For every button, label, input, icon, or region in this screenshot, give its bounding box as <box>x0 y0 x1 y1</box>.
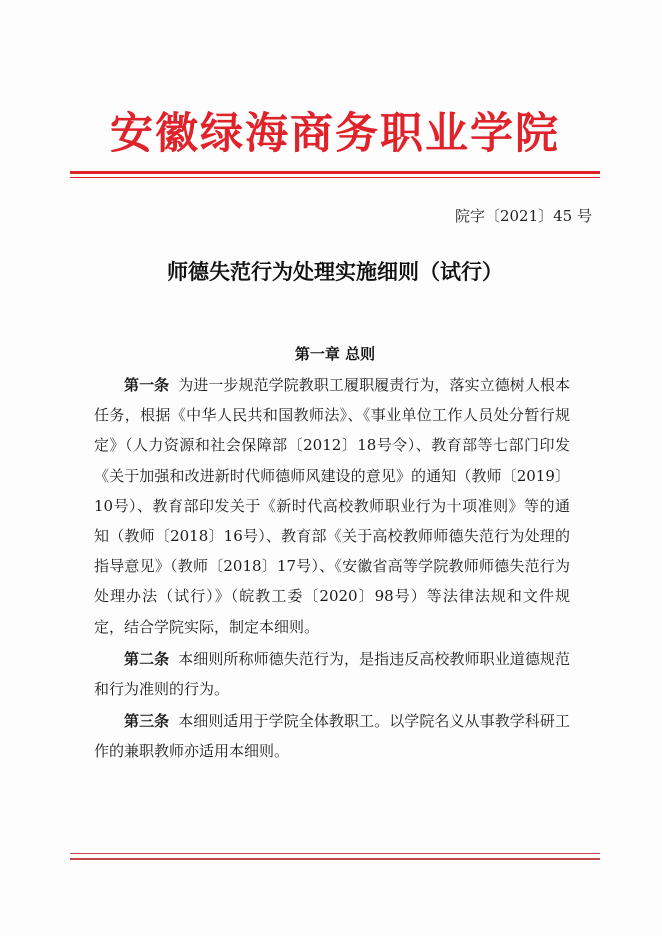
article-text: 本细则所称师德失范行为，是指违反高校教师职业道德规范和行为准则的行为。 <box>94 649 570 699</box>
article-label: 第一条 <box>124 376 170 394</box>
document-body <box>94 370 570 767</box>
footer-rule-thin <box>70 853 600 854</box>
chapter-title: 第一章 总则 <box>294 345 376 363</box>
article-2 <box>94 644 570 704</box>
article-text: 为进一步规范学院教职工履职履责行为，落实立德树人根本任务，根据《中华人民共和国教师法》、《事业单位工作人员处分暂行规定》（人力资源和社会保障部〔2012〕18号令）、教育部等七部门印发《关于加强和改进新时代师德师风建设的意见》的通知（教师〔2019〕10号）、教育部印发关于《新时代高校教师职业行为十项准则》等的通知（教师〔2018〕16号）、教育部《关于高校教师师德失范行为处理的指导意见》（教师〔2018〕17号）、《安徽省高等学院教师师德失范行为处理办法（试行）》（皖教工委〔2020〕98号）等法律法规和文件规定，结合学院实际，制定本细则。 <box>94 376 570 636</box>
article-1 <box>94 370 570 642</box>
institution-header: 安徽绿海商务职业学院 <box>110 109 560 159</box>
footer-rule-thick <box>70 858 600 860</box>
article-label: 第三条 <box>124 712 170 731</box>
document-title: 师德失范行为处理实施细则（试行） <box>167 259 503 284</box>
header-red-rule-thin <box>70 177 600 178</box>
document-number: 院字〔2021〕45 号 <box>454 207 592 225</box>
article-text: 本细则适用于学院全体教职工。以学院名义从事教学科研工作的兼职教师亦适用本细则。 <box>94 712 570 761</box>
header-red-rule-thick <box>70 171 600 174</box>
article-label: 第二条 <box>124 649 170 668</box>
article-3 <box>94 706 570 766</box>
